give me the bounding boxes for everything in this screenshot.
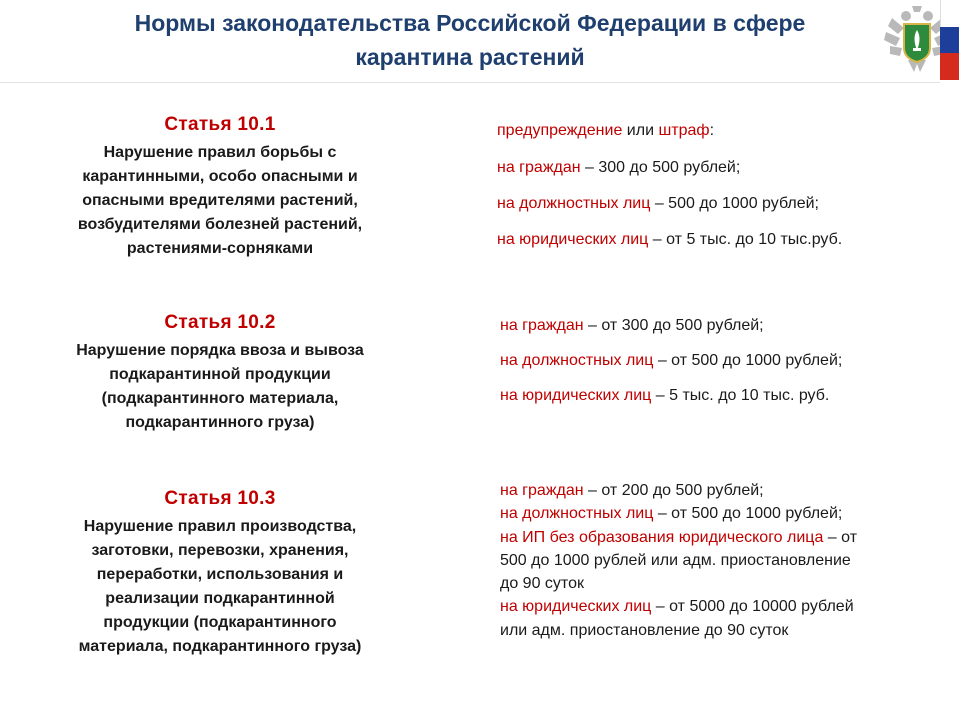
article-title: Статья 10.2 bbox=[164, 312, 276, 333]
penalty-row: 500 до 1000 рублей или адм. приостановление bbox=[500, 551, 851, 569]
desc-line: реализации подкарантинной bbox=[105, 590, 335, 607]
desc-line: (подкарантинного материала, bbox=[101, 390, 339, 407]
penalty-row: на юридических лиц – от 5 тыс. до 10 тыс.руб. bbox=[497, 231, 843, 248]
desc-line: подкарантинной продукции bbox=[109, 366, 331, 383]
article-10-2 bbox=[30, 311, 410, 435]
article-10-1 bbox=[30, 113, 410, 261]
penalties-10-2 bbox=[500, 314, 842, 407]
penalties-10-1 bbox=[497, 119, 842, 251]
article-description bbox=[30, 141, 410, 261]
article-title: Статья 10.3 bbox=[164, 488, 276, 509]
desc-line: материала, подкарантинного груза) bbox=[78, 638, 362, 655]
article-description bbox=[30, 515, 410, 659]
penalty-row: на должностных лиц – 500 до 1000 рублей; bbox=[497, 195, 819, 212]
penalty-row: или адм. приостановление до 90 суток bbox=[500, 621, 789, 639]
russian-flag-icon bbox=[940, 0, 959, 80]
penalty-row: на граждан – 300 до 500 рублей; bbox=[497, 159, 741, 176]
penalty-row: на граждан – от 300 до 500 рублей; bbox=[500, 317, 764, 334]
desc-line: растениями-сорняками bbox=[126, 240, 314, 257]
desc-line: Нарушение порядка ввоза и вывоза bbox=[76, 342, 364, 359]
penalty-row: до 90 суток bbox=[500, 575, 584, 593]
desc-line: переработки, использования и bbox=[96, 566, 344, 583]
desc-line: продукции (подкарантинного bbox=[103, 614, 337, 631]
page-title bbox=[60, 6, 880, 74]
header-divider bbox=[0, 82, 940, 83]
article-10-3 bbox=[30, 487, 410, 659]
desc-line: заготовки, перевозки, хранения, bbox=[91, 542, 349, 559]
penalty-row: на юридических лиц – от 5000 до 10000 рублей bbox=[500, 598, 854, 616]
penalty-row: на должностных лиц – от 500 до 1000 рублей; bbox=[500, 352, 843, 369]
article-description bbox=[30, 339, 410, 435]
desc-line: Нарушение правил борьбы с bbox=[103, 144, 337, 161]
desc-line: возбудителями болезней растений, bbox=[77, 216, 363, 233]
page-title-line-1: Нормы законодательства Российской Федерации в сфере bbox=[134, 10, 806, 36]
article-title: Статья 10.1 bbox=[164, 114, 276, 135]
penalty-row: на граждан – от 200 до 500 рублей; bbox=[500, 482, 764, 499]
desc-line: Нарушение правил производства, bbox=[83, 518, 357, 535]
penalty-row: на юридических лиц – 5 тыс. до 10 тыс. руб. bbox=[500, 387, 830, 404]
penalty-row: на ИП без образования юридического лица – от bbox=[500, 528, 858, 546]
page-title-line-2: карантина растений bbox=[355, 44, 585, 70]
desc-line: карантинными, особо опасными и bbox=[82, 168, 358, 185]
penalty-row: на должностных лиц – от 500 до 1000 рублей; bbox=[500, 505, 843, 523]
penalty-row: предупреждение или штраф: bbox=[497, 122, 715, 139]
desc-line: опасными вредителями растений, bbox=[82, 192, 358, 209]
penalties-10-3 bbox=[500, 479, 857, 642]
desc-line: подкарантинного груза) bbox=[125, 414, 315, 431]
